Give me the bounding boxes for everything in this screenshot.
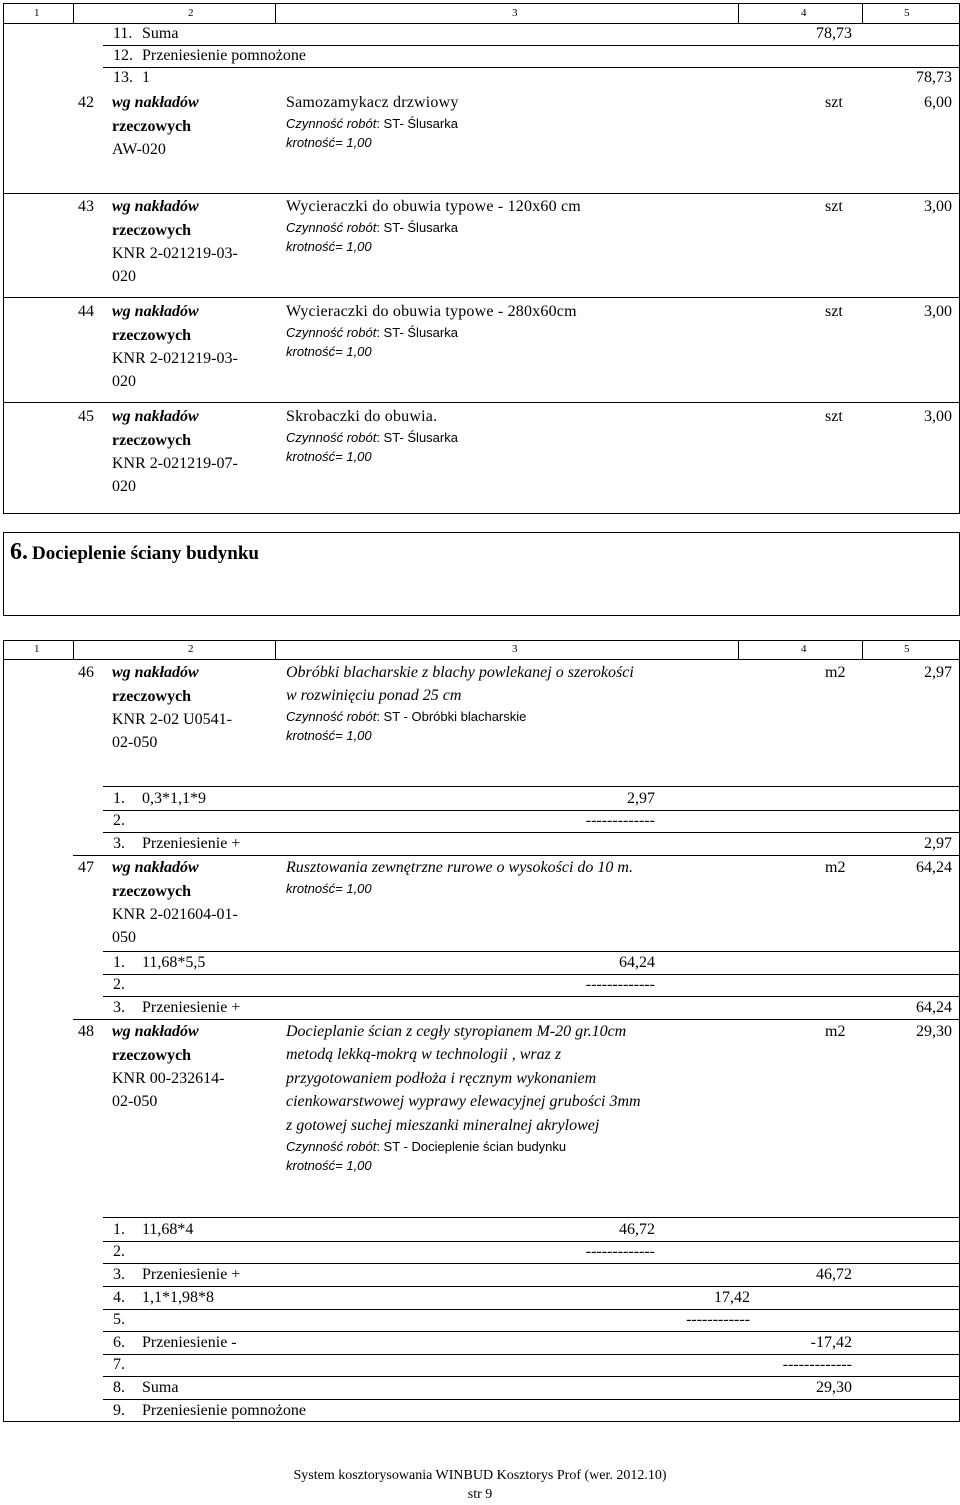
basis-line-a: wg nakładów bbox=[112, 94, 199, 111]
calc-value: 64,24 bbox=[916, 999, 952, 1016]
col-divider bbox=[73, 3, 74, 23]
basis-line-b: rzeczowych bbox=[112, 118, 192, 135]
calc-value: ------------- bbox=[782, 1356, 852, 1373]
header-col-5: 5 bbox=[904, 643, 910, 655]
calc-value: 78,73 bbox=[816, 25, 852, 42]
basis-line-c: KNR 2-02 U0541- bbox=[112, 711, 232, 728]
item-description-line-1: Obróbki blacharskie z blachy powlekanej o szerokości bbox=[286, 664, 634, 681]
calc-value: 46,72 bbox=[619, 1221, 655, 1238]
row-divider bbox=[3, 297, 960, 298]
col-divider bbox=[738, 640, 739, 659]
work-type: Czynność robót: ST- Ślusarka bbox=[286, 430, 458, 445]
calc-divider bbox=[103, 1263, 960, 1264]
basis-line-d: 020 bbox=[112, 268, 136, 285]
row-lp: 42 bbox=[78, 94, 94, 111]
calc-divider bbox=[103, 1331, 960, 1332]
calc-value: 46,72 bbox=[816, 1266, 852, 1283]
unit: m2 bbox=[825, 664, 846, 681]
basis-line-c: KNR 2-021219-07- bbox=[112, 455, 238, 472]
calc-num: 8. bbox=[113, 1379, 125, 1396]
calc-label: Przeniesienie pomnożone bbox=[142, 47, 306, 64]
calc-value: ------------- bbox=[585, 976, 655, 993]
calc-num: 12. bbox=[113, 47, 133, 64]
calc-label: 1 bbox=[142, 69, 150, 86]
calc-label: 1,1*1,98*8 bbox=[142, 1289, 214, 1306]
col-divider bbox=[862, 3, 863, 23]
calc-num: 3. bbox=[113, 1266, 125, 1283]
item-description-line-4: cienkowarstwowej wyprawy elewacyjnej grubości 3mm bbox=[286, 1093, 641, 1110]
item-description: Samozamykacz drzwiowy bbox=[286, 94, 459, 111]
calc-num: 2. bbox=[113, 976, 125, 993]
calc-num: 2. bbox=[113, 1243, 125, 1260]
calc-value: ------------ bbox=[686, 1311, 750, 1328]
basis-line-a: wg nakładów bbox=[112, 408, 199, 425]
basis-line-a: wg nakładów bbox=[112, 664, 199, 681]
basis-line-c: KNR 2-021219-03- bbox=[112, 245, 238, 262]
multiplier: krotność= 1,00 bbox=[286, 135, 372, 150]
calc-num: 13. bbox=[113, 69, 133, 86]
calc-value: ------------- bbox=[585, 1243, 655, 1260]
basis-line-b: rzeczowych bbox=[112, 327, 192, 344]
basis-line-d: 020 bbox=[112, 478, 136, 495]
basis-line-b: rzeczowych bbox=[112, 688, 192, 705]
section-name: Docieplenie ściany budynku bbox=[32, 543, 259, 564]
calc-divider bbox=[103, 1286, 960, 1287]
item-description-line-1: Rusztowania zewnętrzne rurowe o wysokości do 10 m. bbox=[286, 859, 633, 876]
calc-value: 78,73 bbox=[916, 69, 952, 86]
work-type: Czynność robót: ST- Ślusarka bbox=[286, 325, 458, 340]
section-title bbox=[10, 540, 259, 564]
calc-value: -17,42 bbox=[810, 1334, 852, 1351]
calc-divider bbox=[103, 1309, 960, 1310]
calc-label: Przeniesienie + bbox=[142, 835, 241, 852]
calc-divider bbox=[103, 786, 960, 787]
row-lp: 45 bbox=[78, 408, 94, 425]
calc-label: Przeniesienie + bbox=[142, 999, 241, 1016]
calc-num: 9. bbox=[113, 1402, 125, 1419]
header-col-4: 4 bbox=[801, 643, 807, 655]
calc-value: 64,24 bbox=[619, 954, 655, 971]
calc-label: Suma bbox=[142, 1379, 179, 1396]
calc-value: ------------- bbox=[585, 812, 655, 829]
calc-divider bbox=[103, 1376, 960, 1377]
calc-num: 11. bbox=[113, 25, 133, 42]
work-type: Czynność robót: ST- Ślusarka bbox=[286, 220, 458, 235]
calc-num: 5. bbox=[113, 1311, 125, 1328]
calc-divider bbox=[103, 996, 960, 997]
row-lp: 43 bbox=[78, 198, 94, 215]
calc-divider bbox=[103, 1241, 960, 1242]
calc-label: Przeniesienie pomnożone bbox=[142, 1402, 306, 1419]
calc-value: 2,97 bbox=[627, 790, 655, 807]
basis-line-d: 02-050 bbox=[112, 1093, 158, 1110]
basis-line-b: rzeczowych bbox=[112, 432, 192, 449]
item-description-line-2: metodą lekką-mokrą w technologii , wraz z bbox=[286, 1046, 562, 1063]
basis-line-c: KNR 2-021604-01- bbox=[112, 906, 238, 923]
calc-divider bbox=[103, 951, 960, 952]
work-type: Czynność robót: ST - Docieplenie ścian budynku bbox=[286, 1139, 567, 1154]
table-2-header-divider bbox=[3, 659, 960, 660]
quantity: 3,00 bbox=[924, 198, 952, 215]
row-divider bbox=[73, 1019, 960, 1020]
multiplier: krotność= 1,00 bbox=[286, 239, 372, 254]
calc-num: 1. bbox=[113, 954, 125, 971]
multiplier: krotność= 1,00 bbox=[286, 344, 372, 359]
work-type: Czynność robót: ST - Obróbki blacharskie bbox=[286, 709, 527, 724]
col-divider bbox=[275, 640, 276, 659]
header-col-4: 4 bbox=[801, 7, 807, 19]
header-col-2: 2 bbox=[188, 7, 194, 19]
calc-num: 4. bbox=[113, 1289, 125, 1306]
calc-label: 0,3*1,1*9 bbox=[142, 790, 206, 807]
col-divider bbox=[73, 640, 74, 659]
calc-num: 7. bbox=[113, 1356, 125, 1373]
calc-label: Suma bbox=[142, 25, 179, 42]
quantity: 6,00 bbox=[924, 94, 952, 111]
quantity: 64,24 bbox=[916, 859, 952, 876]
col-divider bbox=[275, 3, 276, 23]
calc-value: 17,42 bbox=[714, 1289, 750, 1306]
work-type: Czynność robót: ST- Ślusarka bbox=[286, 116, 458, 131]
item-description-line-3: przygotowaniem podłoża i ręcznym wykonaniem bbox=[286, 1070, 597, 1087]
basis-line-c: KNR 00-232614- bbox=[112, 1070, 225, 1087]
calc-num: 3. bbox=[113, 835, 125, 852]
basis-line-b: rzeczowych bbox=[112, 883, 192, 900]
calc-label: 11,68*4 bbox=[142, 1221, 194, 1238]
item-description-line-1: Docieplanie ścian z cegły styropianem M-20 gr.10cm bbox=[286, 1023, 627, 1040]
calc-num: 1. bbox=[113, 790, 125, 807]
row-divider bbox=[73, 855, 960, 856]
basis-line-a: wg nakładów bbox=[112, 198, 199, 215]
basis-line-c: KNR 2-021219-03- bbox=[112, 350, 238, 367]
calc-divider bbox=[103, 832, 960, 833]
calc-num: 3. bbox=[113, 999, 125, 1016]
header-col-5: 5 bbox=[904, 7, 910, 19]
basis-line-b: rzeczowych bbox=[112, 1047, 192, 1064]
basis-line-d: 050 bbox=[112, 929, 136, 946]
calc-divider bbox=[103, 1354, 960, 1355]
row-lp: 44 bbox=[78, 303, 94, 320]
header-col-3: 3 bbox=[512, 7, 518, 19]
basis-line-a: wg nakładów bbox=[112, 859, 199, 876]
calc-divider bbox=[103, 1217, 960, 1218]
row-divider bbox=[3, 402, 960, 403]
calc-label: 11,68*5,5 bbox=[142, 954, 206, 971]
footer-page-number: str 9 bbox=[467, 1487, 493, 1502]
multiplier: krotność= 1,00 bbox=[286, 728, 372, 743]
row-lp: 48 bbox=[78, 1023, 94, 1040]
unit: szt bbox=[825, 94, 843, 111]
quantity: 3,00 bbox=[924, 303, 952, 320]
calc-value: 2,97 bbox=[924, 835, 952, 852]
calc-divider bbox=[103, 45, 960, 46]
calc-divider bbox=[103, 67, 960, 68]
header-col-2: 2 bbox=[188, 643, 194, 655]
calc-value: 29,30 bbox=[816, 1379, 852, 1396]
col-divider bbox=[738, 3, 739, 23]
row-lp: 47 bbox=[78, 859, 94, 876]
item-description: Wycieraczki do obuwia typowe - 120x60 cm bbox=[286, 198, 581, 215]
unit: szt bbox=[825, 198, 843, 215]
calc-divider bbox=[103, 810, 960, 811]
header-col-1: 1 bbox=[34, 7, 40, 19]
unit: m2 bbox=[825, 859, 846, 876]
quantity: 2,97 bbox=[924, 664, 952, 681]
section-number: 6. bbox=[10, 539, 28, 565]
col-divider bbox=[862, 640, 863, 659]
calc-label: Przeniesienie + bbox=[142, 1266, 241, 1283]
item-description: Skrobaczki do obuwia. bbox=[286, 408, 438, 425]
multiplier: krotność= 1,00 bbox=[286, 449, 372, 464]
basis-line-a: wg nakładów bbox=[112, 1023, 199, 1040]
unit: szt bbox=[825, 303, 843, 320]
basis-line-d: 020 bbox=[112, 373, 136, 390]
unit: m2 bbox=[825, 1023, 846, 1040]
footer-software: System kosztorysowania WINBUD Kosztorys Prof (wer. 2012.10) bbox=[293, 1468, 667, 1483]
basis-line-b: rzeczowych bbox=[112, 222, 192, 239]
item-description-line-5: z gotowej suchej mieszanki mineralnej akrylowej bbox=[286, 1117, 600, 1134]
calc-label: Przeniesienie - bbox=[142, 1334, 237, 1351]
basis-line-c: AW-020 bbox=[112, 141, 166, 158]
multiplier: krotność= 1,00 bbox=[286, 881, 372, 896]
item-description-line-2: w rozwinięciu ponad 25 cm bbox=[286, 687, 462, 704]
header-col-3: 3 bbox=[512, 643, 518, 655]
row-divider bbox=[3, 193, 960, 194]
multiplier: krotność= 1,00 bbox=[286, 1158, 372, 1173]
calc-num: 6. bbox=[113, 1334, 125, 1351]
basis-line-d: 02-050 bbox=[112, 734, 158, 751]
calc-num: 2. bbox=[113, 812, 125, 829]
item-description: Wycieraczki do obuwia typowe - 280x60cm bbox=[286, 303, 577, 320]
header-col-1: 1 bbox=[34, 643, 40, 655]
quantity: 29,30 bbox=[916, 1023, 952, 1040]
calc-divider bbox=[103, 974, 960, 975]
unit: szt bbox=[825, 408, 843, 425]
table-1-header-divider bbox=[3, 23, 960, 24]
calc-divider bbox=[103, 1399, 960, 1400]
row-lp: 46 bbox=[78, 664, 94, 681]
basis-line-a: wg nakładów bbox=[112, 303, 199, 320]
quantity: 3,00 bbox=[924, 408, 952, 425]
calc-num: 1. bbox=[113, 1221, 125, 1238]
